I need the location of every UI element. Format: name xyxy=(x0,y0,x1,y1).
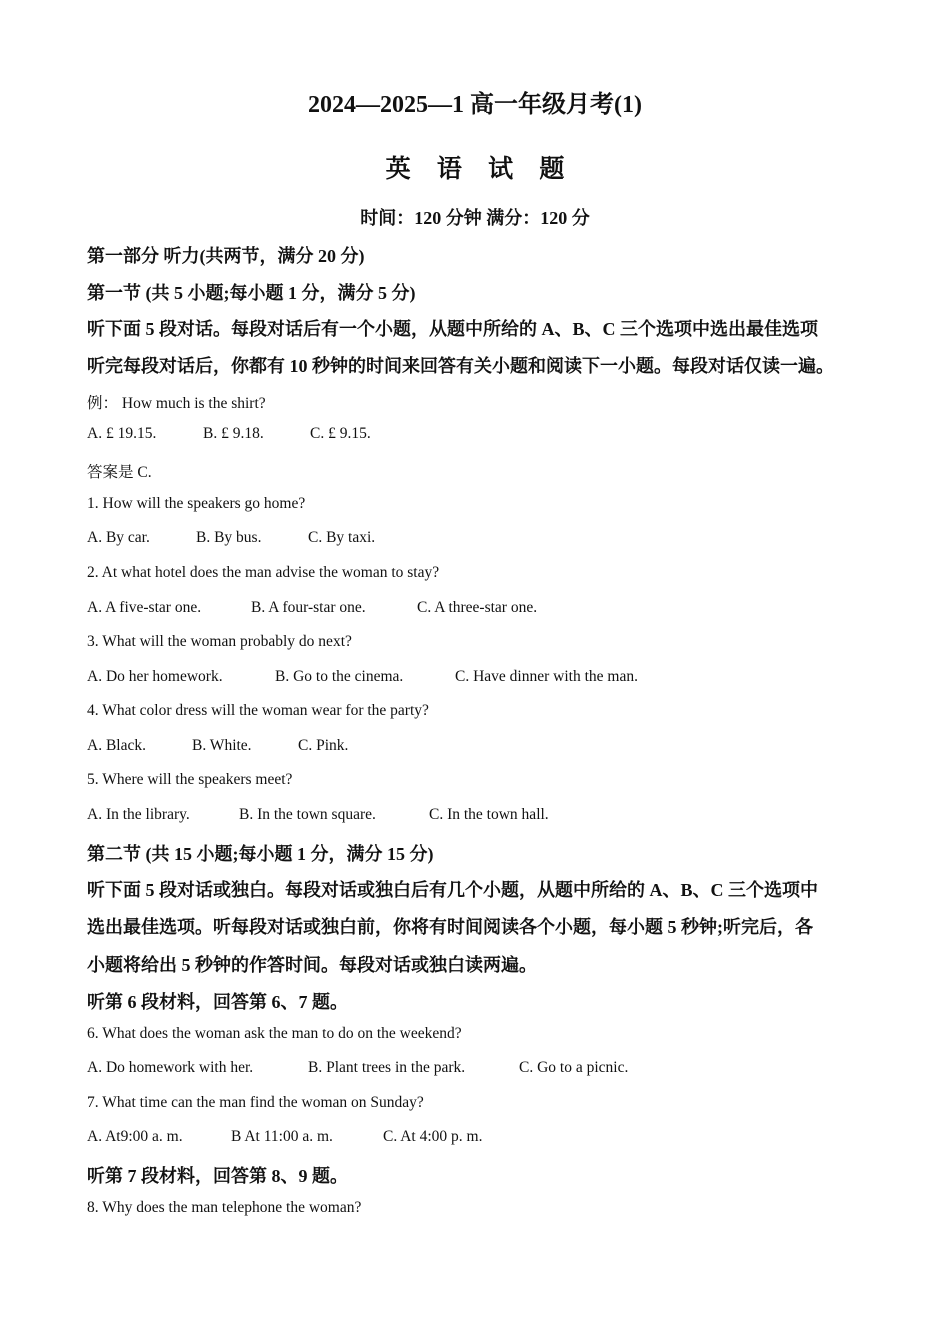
section2-instruction-2: 选出最佳选项。听每段对话或独白前，你将有时间阅读各个小题，每小题 5 秒钟;听完后，各 xyxy=(87,917,813,937)
example-question: 例： How much is the shirt? xyxy=(87,395,266,412)
question-1-option-a: A. By car. xyxy=(87,529,150,546)
question-1-option-b: B. By bus. xyxy=(196,529,262,546)
question-1: 1. How will the speakers go home? xyxy=(87,495,306,512)
question-2-option-a: A. A five-star one. xyxy=(87,599,202,616)
question-2-option-b: B. A four-star one. xyxy=(251,599,366,616)
question-6-option-b: B. Plant trees in the park. xyxy=(308,1059,466,1076)
question-3: 3. What will the woman probably do next? xyxy=(87,633,352,650)
question-4-option-c: C. Pink. xyxy=(298,737,349,754)
section1-instruction-1: 听下面 5 段对话。每段对话后有一个小题，从题中所给的 A、B、C 三个选项中选出最佳选项 xyxy=(87,319,818,339)
question-4: 4. What color dress will the woman wear for the party? xyxy=(87,702,429,719)
question-3-option-c: C. Have dinner with the man. xyxy=(455,668,638,685)
example-option-a: A. £ 19.15. xyxy=(87,425,157,442)
question-5: 5. Where will the speakers meet? xyxy=(87,771,293,788)
group-6-heading: 听第 6 段材料，回答第 6、7 题。 xyxy=(87,992,348,1012)
question-5-option-b: B. In the town square. xyxy=(239,806,376,823)
question-5-option-a: A. In the library. xyxy=(87,806,190,823)
part1-heading: 第一部分 听力(共两节，满分 20 分) xyxy=(87,246,365,266)
group-7-heading: 听第 7 段材料，回答第 8、9 题。 xyxy=(87,1166,348,1186)
section1-heading: 第一节 (共 5 小题;每小题 1 分，满分 5 分) xyxy=(87,283,416,303)
example-options xyxy=(87,425,371,443)
question-4-options xyxy=(87,737,348,755)
subject-title: 英 语 试 题 xyxy=(385,156,575,183)
question-7-option-c: C. At 4:00 p. m. xyxy=(383,1128,483,1145)
question-2-option-c: C. A three-star one. xyxy=(417,599,538,616)
section2-instruction-3: 小题将给出 5 秒钟的作答时间。每段对话或独白读两遍。 xyxy=(87,955,537,975)
question-1-option-c: C. By taxi. xyxy=(308,529,376,546)
question-6-option-c: C. Go to a picnic. xyxy=(519,1059,629,1076)
section2-instruction-1: 听下面 5 段对话或独白。每段对话或独白后有几个小题，从题中所给的 A、B、C 三个选项中 xyxy=(87,880,818,900)
question-4-option-a: A. Black. xyxy=(87,737,146,754)
time-info: 时间：120 分钟 满分：120 分 xyxy=(360,208,590,228)
section1-instruction-2: 听完每段对话后，你都有 10 秒钟的时间来回答有关小题和阅读下一小题。每段对话仅读一遍。 xyxy=(87,356,834,376)
question-6-options xyxy=(87,1059,628,1077)
question-8: 8. Why does the man telephone the woman? xyxy=(87,1199,362,1216)
example-answer: 答案是 C. xyxy=(87,464,152,481)
question-5-options xyxy=(87,806,549,824)
question-7: 7. What time can the man find the woman on Sunday? xyxy=(87,1094,424,1111)
question-6-option-a: A. Do homework with her. xyxy=(87,1059,254,1076)
question-3-option-a: A. Do her homework. xyxy=(87,668,223,685)
question-7-options xyxy=(87,1128,482,1146)
question-3-option-b: B. Go to the cinema. xyxy=(275,668,404,685)
question-7-option-b: B At 11:00 a. m. xyxy=(231,1128,333,1145)
question-5-option-c: C. In the town hall. xyxy=(429,806,549,823)
question-3-options xyxy=(87,668,638,686)
section2-heading: 第二节 (共 15 小题;每小题 1 分，满分 15 分) xyxy=(87,844,434,864)
question-2-options xyxy=(87,599,537,617)
question-7-option-a: A. At9:00 a. m. xyxy=(87,1128,183,1145)
example-option-b: B. £ 9.18. xyxy=(203,425,264,442)
question-1-options xyxy=(87,529,375,547)
question-6: 6. What does the woman ask the man to do on the weekend? xyxy=(87,1025,462,1042)
exam-title: 2024—2025—1 高一年级月考(1) xyxy=(308,92,642,118)
question-2: 2. At what hotel does the man advise the woman to stay? xyxy=(87,564,440,581)
example-option-c: C. £ 9.15. xyxy=(310,425,371,442)
question-4-option-b: B. White. xyxy=(192,737,252,754)
